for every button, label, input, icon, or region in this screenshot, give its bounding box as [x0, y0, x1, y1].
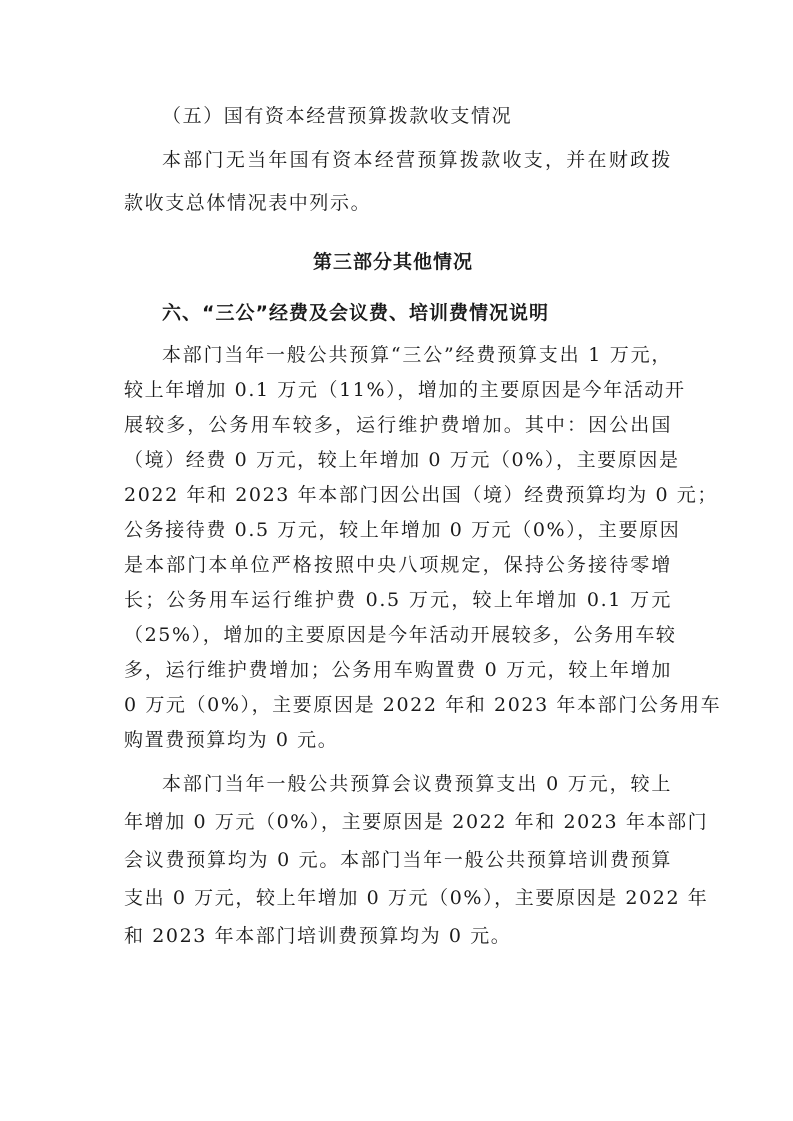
- part-3-title: 第三部分其他情况: [313, 251, 474, 273]
- section-5-para-line-2: 款收支总体情况表中列示。: [124, 192, 372, 214]
- section-6-title: 六、“三公”经费及会议费、培训费情况说明: [162, 302, 549, 324]
- section-5-title: （五）国有资本经营预算拨款收支情况: [162, 105, 513, 127]
- section-5-para-line-1: 本部门无当年国有资本经营预算拨款收支，并在财政拨: [162, 149, 672, 171]
- section-6-para-2-line-2: 年增加 0 万元（0%），主要原因是 2022 年和 2023 年本部门: [124, 811, 709, 833]
- section-6-para-1-line-3: 展较多，公务用车较多，运行维护费增加。其中：因公出国: [124, 414, 672, 436]
- section-6-para-1-line-7: 是本部门本单位严格按照中央八项规定，保持公务接待零增: [124, 554, 672, 576]
- section-6-para-1-line-4: （境）经费 0 万元，较上年增加 0 万元（0%），主要原因是: [124, 449, 680, 471]
- section-6-para-2-line-1: 本部门当年一般公共预算会议费预算支出 0 万元，较上: [162, 773, 672, 795]
- section-6-para-2-line-4: 支出 0 万元，较上年增加 0 万元（0%），主要原因是 2022 年: [124, 887, 709, 909]
- section-6-para-1-line-8: 长；公务用车运行维护费 0.5 万元，较上年增加 0.1 万元: [124, 589, 672, 611]
- section-6-para-1-line-5: 2022 年和 2023 年本部门因公出国（境）经费预算均为 0 元；: [124, 484, 718, 506]
- section-6-para-2-line-3: 会议费预算均为 0 元。本部门当年一般公共预算培训费预算: [124, 849, 672, 871]
- section-6-para-1-line-12: 购置费预算均为 0 元。: [124, 729, 339, 751]
- section-6-para-2-line-5: 和 2023 年本部门培训费预算均为 0 元。: [124, 925, 512, 947]
- section-6-para-1-line-11: 0 万元（0%），主要原因是 2022 年和 2023 年本部门公务用车: [124, 694, 722, 716]
- section-6-para-1-line-10: 多，运行维护费增加；公务用车购置费 0 万元，较上年增加: [124, 659, 672, 681]
- section-6-para-1-line-9: （25%），增加的主要原因是今年活动开展较多，公务用车较: [124, 624, 677, 646]
- section-6-para-1-line-1: 本部门当年一般公共预算“三公”经费预算支出 1 万元，: [162, 344, 672, 366]
- section-6-para-1-line-6: 公务接待费 0.5 万元，较上年增加 0 万元（0%），主要原因: [124, 519, 681, 541]
- section-6-para-1-line-2: 较上年增加 0.1 万元（11%），增加的主要原因是今年活动开: [124, 379, 686, 401]
